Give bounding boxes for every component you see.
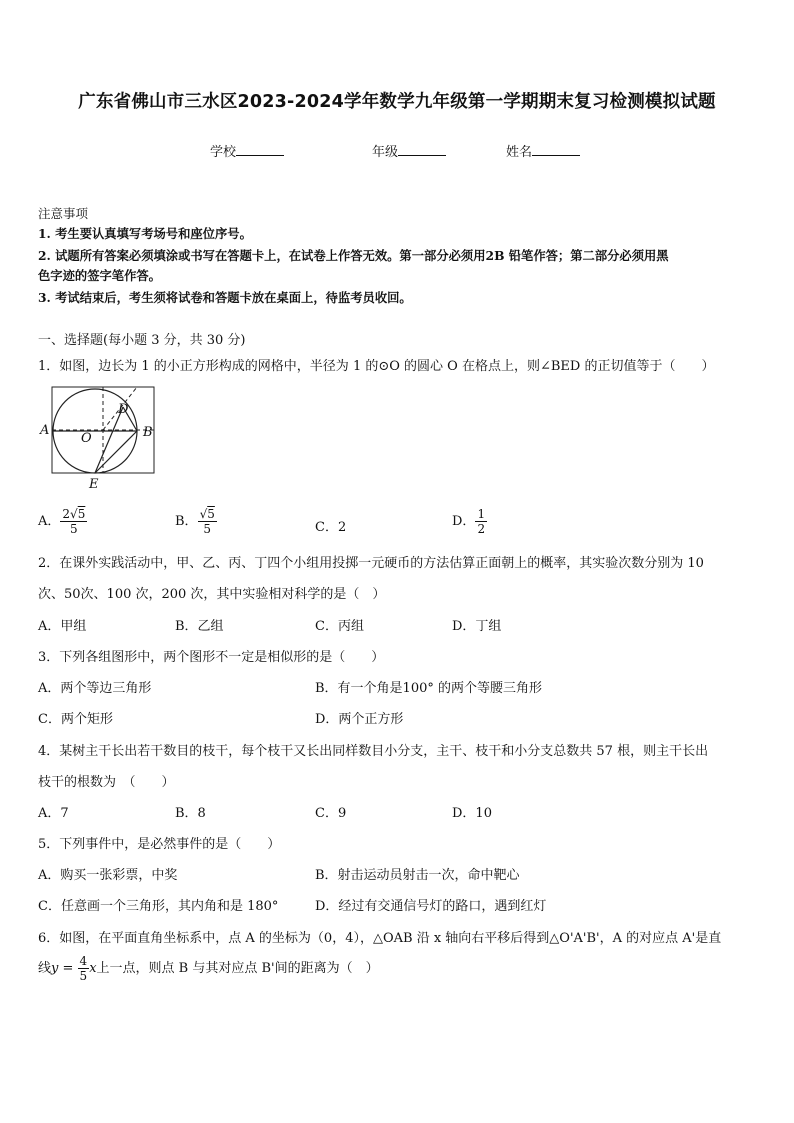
q1-option-b-label: B．: [175, 514, 198, 529]
q5-option-d[interactable]: D．经过有交通信号灯的路口，遇到红灯: [315, 899, 547, 914]
q1-d-num: 1: [477, 507, 486, 521]
q1-b-den: 5: [203, 522, 212, 536]
school-blank: [236, 143, 284, 156]
q1-option-b[interactable]: [175, 507, 217, 536]
q1-a-rad: 5: [77, 507, 86, 521]
q3-option-a[interactable]: A．两个等边三角形: [38, 681, 152, 696]
q1-option-d-fraction: [475, 507, 487, 536]
q1-a-den: 5: [70, 522, 78, 536]
q4-stem-line1: 4．某树主干长出若干数目的枝干，每个枝干又长出同样数目小分支，主干、枝干和小分支总数共 57 根，则主干长出: [38, 744, 709, 759]
fig-label-d: D: [118, 402, 129, 417]
q6-x-var: x: [89, 961, 97, 976]
q6-frac-num: 4: [79, 954, 88, 968]
q6-stem-line2: [38, 954, 379, 983]
page-title: 广东省佛山市三水区2023-2024学年数学九年级第一学期期末复习检测模拟试题: [78, 92, 716, 112]
fig-label-b: B: [143, 425, 153, 440]
q3-option-d[interactable]: D．两个正方形: [315, 712, 404, 727]
q4-stem-line2: 枝干的根数为 （ ）: [38, 775, 175, 790]
name-field: [506, 141, 580, 160]
q5-option-c[interactable]: C．任意画一个三角形，其内角和是 180°: [38, 899, 279, 914]
q2-option-d[interactable]: D．丁组: [452, 619, 502, 634]
q1-option-a-fraction: $\frac{2√5}{5}$: [62, 507, 86, 536]
q1-option-c[interactable]: C．2: [315, 520, 347, 535]
q4-option-a[interactable]: A．7: [38, 806, 69, 821]
q4-option-c[interactable]: C．9: [315, 806, 347, 821]
q6-prefix: 线: [38, 961, 52, 976]
note-item-2: 2. 试题所有答案必须填涂或书写在答题卡上，在试卷上作答无效。第一部分必须用2B 铅笔作答；第二部分必须用黑: [38, 248, 669, 263]
q5-option-a[interactable]: A．购买一张彩票，中奖: [38, 868, 178, 883]
name-blank: [532, 143, 580, 156]
fig-label-o: O: [81, 431, 92, 446]
q1-option-b-fraction: $\frac{√5}{5}$: [199, 507, 215, 536]
q3-option-c[interactable]: C．两个矩形: [38, 712, 113, 727]
q2-stem-line1: 2．在课外实践活动中，甲、乙、丙、丁四个小组用投掷一元硬币的方法估算正面朝上的概率，其实验次数分别为 10: [38, 556, 704, 571]
q6-stem-line1: 6．如图，在平面直角坐标系中，点 A 的坐标为（0，4），△OAB 沿 x 轴向右平移后得到△O'A'B'，A 的对应点 A'是直: [38, 931, 722, 946]
q6-fraction: [78, 954, 90, 983]
note-item-3: 3. 考试结束后，考生须将试卷和答题卡放在桌面上，待监考员收回。: [38, 290, 412, 305]
q5-stem: 5．下列事件中，是必然事件的是（ ）: [38, 837, 281, 852]
note-item-2-cont: 色字迹的签字笔作答。: [38, 268, 161, 283]
grade-blank: [398, 143, 446, 156]
q2-option-a[interactable]: A．甲组: [38, 619, 87, 634]
notes-heading: 注意事项: [38, 206, 89, 221]
school-label: 学校: [210, 145, 237, 160]
q1-figure: [40, 385, 156, 493]
q2-option-b[interactable]: B．乙组: [175, 619, 224, 634]
q1-option-d[interactable]: [452, 507, 487, 536]
note-item-1: 1. 考生要认真填写考场号和座位序号。: [38, 226, 252, 241]
fig-label-e: E: [89, 477, 99, 492]
q1-option-a[interactable]: [38, 507, 87, 536]
q2-option-c[interactable]: C．丙组: [315, 619, 364, 634]
q1-a-coef: 2: [62, 507, 71, 521]
q5-option-b[interactable]: B．射击运动员射击一次，命中靶心: [315, 868, 520, 883]
name-label: 姓名: [506, 145, 533, 160]
section-heading: 一、选择题(每小题 3 分，共 30 分): [38, 333, 246, 348]
q6-equals: =: [58, 961, 78, 976]
q3-option-b[interactable]: B．有一个角是100° 的两个等腰三角形: [315, 681, 542, 696]
q1-option-a-label: A．: [38, 514, 61, 529]
grade-label: 年级: [372, 145, 399, 160]
q3-stem: 3．下列各组图形中，两个图形不一定是相似形的是（ ）: [38, 650, 385, 665]
q4-option-b[interactable]: B．8: [175, 806, 206, 821]
q1-stem: 1．如图，边长为 1 的小正方形构成的网格中，半径为 1 的⊙O 的圆心 O 在格点上，则∠BED 的正切值等于（ ）: [38, 359, 715, 374]
q1-b-rad: 5: [207, 507, 215, 521]
grade-field: [372, 141, 446, 160]
school-field: [210, 141, 284, 160]
q6-suffix: 上一点，则点 B 与其对应点 B'间的距离为（ ）: [96, 961, 379, 976]
fig-label-a: A: [40, 423, 50, 438]
q1-option-d-label: D．: [452, 514, 476, 529]
q6-y-var: y: [51, 961, 59, 976]
q6-frac-den: 5: [79, 969, 88, 983]
q2-stem-line2: 次、50次、100 次，200 次，其中实验相对科学的是（ ）: [38, 587, 386, 602]
q1-d-den: 2: [477, 522, 486, 536]
q4-option-d[interactable]: D．10: [452, 806, 492, 821]
